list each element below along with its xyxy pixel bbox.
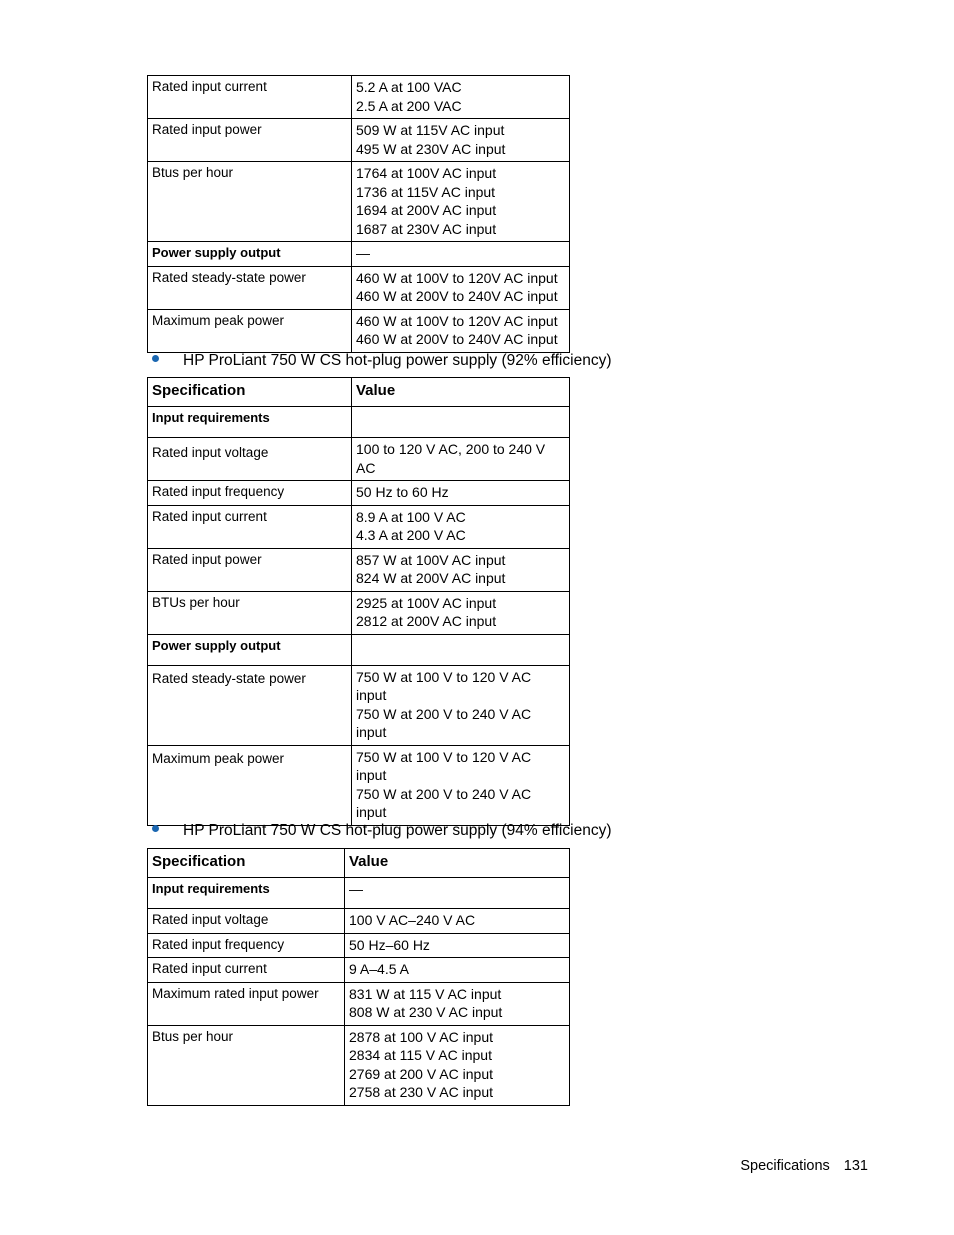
section-label-cell: Input requirements	[148, 407, 352, 438]
table-row	[148, 548, 570, 591]
spec-cell: Rated input voltage	[148, 909, 345, 934]
power-supply-750w-94-table	[147, 848, 570, 1106]
table-row	[148, 909, 570, 934]
bullet-item-92-efficiency	[152, 351, 611, 371]
bullet-item-94-efficiency	[152, 821, 611, 841]
table-row	[148, 76, 570, 119]
spec-cell: Rated input frequency	[148, 481, 352, 506]
header-cell-specification: Specification	[148, 849, 345, 878]
table-row	[148, 591, 570, 634]
bullet-text: HP ProLiant 750 W CS hot-plug power supply (94% efficiency)	[183, 822, 612, 839]
table-row	[148, 266, 570, 309]
spec-cell: Rated input current	[148, 505, 352, 548]
spec-cell: Btus per hour	[148, 162, 352, 242]
value-cell	[352, 634, 570, 665]
value-cell: 831 W at 115 V AC input 808 W at 230 V AC input	[345, 982, 570, 1025]
page-footer	[740, 1158, 868, 1174]
spec-cell: Rated steady-state power	[148, 665, 352, 745]
table-row	[148, 745, 570, 825]
spec-cell: Rated input current	[148, 958, 345, 983]
table-row	[148, 481, 570, 506]
table-header-row	[148, 849, 570, 878]
power-supply-460w-table	[147, 75, 570, 353]
value-cell: —	[345, 878, 570, 909]
spec-cell: Rated input power	[148, 548, 352, 591]
value-cell: 2925 at 100V AC input 2812 at 200V AC input	[352, 591, 570, 634]
table-row	[148, 119, 570, 162]
spec-cell: Maximum peak power	[148, 745, 352, 825]
value-cell: 5.2 A at 100 VAC 2.5 A at 200 VAC	[352, 76, 570, 119]
value-cell: 750 W at 100 V to 120 V AC input 750 W at 200 V to 240 V AC input	[352, 665, 570, 745]
value-cell: 100 to 120 V AC, 200 to 240 V AC	[352, 438, 570, 481]
spec-cell: Rated input current	[148, 76, 352, 119]
spec-cell: Rated steady-state power	[148, 266, 352, 309]
value-cell: 8.9 A at 100 V AC 4.3 A at 200 V AC	[352, 505, 570, 548]
table-row	[148, 438, 570, 481]
section-label-cell: Power supply output	[148, 242, 352, 267]
table-row	[148, 242, 570, 267]
value-cell: 50 Hz–60 Hz	[345, 933, 570, 958]
page-number: 131	[843, 1158, 868, 1174]
table-row	[148, 505, 570, 548]
value-cell: 9 A–4.5 A	[345, 958, 570, 983]
bullet-text: HP ProLiant 750 W CS hot-plug power supply (92% efficiency)	[183, 352, 612, 369]
table-row	[148, 665, 570, 745]
table-row	[148, 982, 570, 1025]
footer-section-title: Specifications	[740, 1158, 830, 1174]
spec-cell: Maximum rated input power	[148, 982, 345, 1025]
table-row	[148, 958, 570, 983]
header-cell-specification: Specification	[148, 378, 352, 407]
value-cell: 509 W at 115V AC input 495 W at 230V AC input	[352, 119, 570, 162]
value-cell: —	[352, 242, 570, 267]
table-row	[148, 309, 570, 352]
table-row	[148, 933, 570, 958]
section-label-cell: Power supply output	[148, 634, 352, 665]
table-row	[148, 634, 570, 665]
value-cell: 750 W at 100 V to 120 V AC input 750 W at 200 V to 240 V AC input	[352, 745, 570, 825]
table-row	[148, 1025, 570, 1105]
spec-cell: Rated input power	[148, 119, 352, 162]
spec-cell: BTUs per hour	[148, 591, 352, 634]
value-cell: 100 V AC–240 V AC	[345, 909, 570, 934]
spec-cell: Rated input voltage	[148, 438, 352, 481]
value-cell: 460 W at 100V to 120V AC input 460 W at 200V to 240V AC input	[352, 309, 570, 352]
value-cell: 1764 at 100V AC input 1736 at 115V AC input 1694 at 200V AC input 1687 at 230V AC input	[352, 162, 570, 242]
value-cell: 460 W at 100V to 120V AC input 460 W at 200V to 240V AC input	[352, 266, 570, 309]
value-cell	[352, 407, 570, 438]
value-cell: 857 W at 100V AC input 824 W at 200V AC input	[352, 548, 570, 591]
spec-cell: Maximum peak power	[148, 309, 352, 352]
header-cell-value: Value	[352, 378, 570, 407]
table-header-row	[148, 378, 570, 407]
bullet-dot-icon	[152, 825, 159, 832]
table-row	[148, 407, 570, 438]
header-cell-value: Value	[345, 849, 570, 878]
power-supply-750w-92-table	[147, 377, 570, 826]
table-row	[148, 878, 570, 909]
spec-cell: Rated input frequency	[148, 933, 345, 958]
table-row	[148, 162, 570, 242]
value-cell: 50 Hz to 60 Hz	[352, 481, 570, 506]
spec-cell: Btus per hour	[148, 1025, 345, 1105]
value-cell: 2878 at 100 V AC input 2834 at 115 V AC input 2769 at 200 V AC input 2758 at 230 V AC input	[345, 1025, 570, 1105]
bullet-dot-icon	[152, 355, 159, 362]
section-label-cell: Input requirements	[148, 878, 345, 909]
